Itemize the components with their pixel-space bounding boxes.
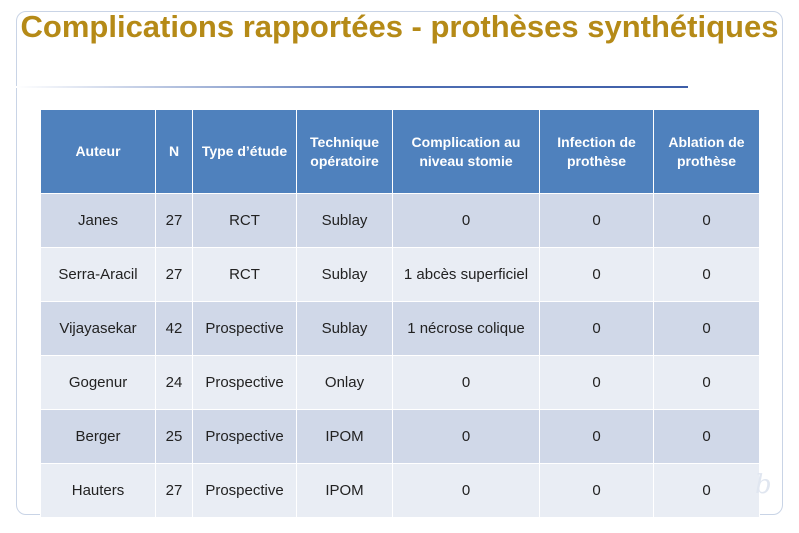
table-cell: Hauters bbox=[41, 464, 156, 518]
table-row bbox=[41, 356, 760, 410]
table-cell: 0 bbox=[540, 248, 654, 302]
table-cell: 0 bbox=[654, 356, 760, 410]
table-cell: 0 bbox=[654, 302, 760, 356]
table-cell: Prospective bbox=[193, 464, 297, 518]
table-cell: 42 bbox=[156, 302, 193, 356]
header-cell: N bbox=[156, 110, 193, 194]
table-row bbox=[41, 464, 760, 518]
table-cell: Prospective bbox=[193, 410, 297, 464]
table-cell: 0 bbox=[393, 464, 540, 518]
table-row bbox=[41, 194, 760, 248]
slide-title: Complications rapportées - prothèses synthétiques bbox=[20, 9, 779, 44]
table-cell: 0 bbox=[654, 248, 760, 302]
table-cell: 0 bbox=[393, 194, 540, 248]
table-cell: 0 bbox=[540, 302, 654, 356]
table-cell: 24 bbox=[156, 356, 193, 410]
table-cell: Sublay bbox=[297, 194, 393, 248]
table-cell: Berger bbox=[41, 410, 156, 464]
table-cell: RCT bbox=[193, 194, 297, 248]
complications-table bbox=[40, 109, 760, 518]
table-cell: 0 bbox=[654, 464, 760, 518]
table-cell: 0 bbox=[540, 356, 654, 410]
header-cell: Type d’étude bbox=[193, 110, 297, 194]
header-cell: Technique opératoire bbox=[297, 110, 393, 194]
table-cell: IPOM bbox=[297, 464, 393, 518]
table-cell: Vijayasekar bbox=[41, 302, 156, 356]
table-cell: 0 bbox=[654, 194, 760, 248]
table-cell: 27 bbox=[156, 194, 193, 248]
table-cell: Janes bbox=[41, 194, 156, 248]
table-header-row bbox=[41, 110, 760, 194]
table-cell: Serra-Aracil bbox=[41, 248, 156, 302]
table-cell: RCT bbox=[193, 248, 297, 302]
header-cell: Infection de prothèse bbox=[540, 110, 654, 194]
title-underline bbox=[16, 86, 688, 88]
watermark-logo-icon: b bbox=[755, 470, 772, 500]
table-cell: 1 abcès superficiel bbox=[393, 248, 540, 302]
header-cell: Complication au niveau stomie bbox=[393, 110, 540, 194]
table-cell: Sublay bbox=[297, 248, 393, 302]
table-cell: 0 bbox=[540, 194, 654, 248]
table-cell: 27 bbox=[156, 464, 193, 518]
table-cell: Sublay bbox=[297, 302, 393, 356]
table-cell: Prospective bbox=[193, 302, 297, 356]
table-cell: 0 bbox=[540, 410, 654, 464]
table-cell: 0 bbox=[393, 356, 540, 410]
header-cell: Auteur bbox=[41, 110, 156, 194]
table-cell: 0 bbox=[540, 464, 654, 518]
table-cell: 25 bbox=[156, 410, 193, 464]
table-row bbox=[41, 248, 760, 302]
table-cell: Prospective bbox=[193, 356, 297, 410]
table-cell: IPOM bbox=[297, 410, 393, 464]
table-cell: 27 bbox=[156, 248, 193, 302]
table-cell: Gogenur bbox=[41, 356, 156, 410]
table-cell: 0 bbox=[393, 410, 540, 464]
table-cell: 0 bbox=[654, 410, 760, 464]
table-row bbox=[41, 410, 760, 464]
table-cell: Onlay bbox=[297, 356, 393, 410]
header-cell: Ablation de prothèse bbox=[654, 110, 760, 194]
table-cell: 1 nécrose colique bbox=[393, 302, 540, 356]
table-row bbox=[41, 302, 760, 356]
